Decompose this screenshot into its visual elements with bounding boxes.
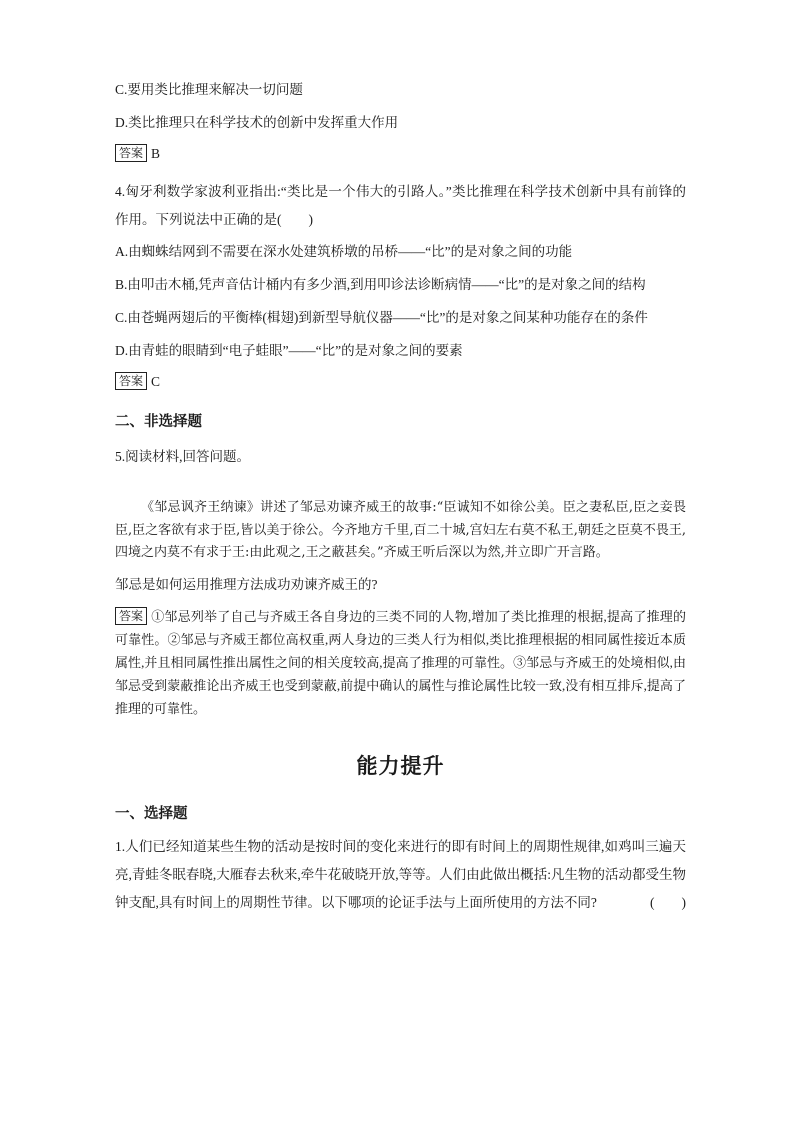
section-title-choice: 一、选择题 [115,805,188,822]
q3-answer-line [115,142,686,166]
q5-question: 邹忌是如何运用推理方法成功劝谏齐威王的? [115,576,378,592]
q4-answer-label-box: 答案 [115,372,147,390]
q3-option-c: C.要用类比推理来解决一切问题 [115,82,303,97]
q4-option-d: D.由青蛙的眼睛到“电子蛙眼”——“比”的是对象之间的要素 [115,343,463,358]
q5-stem: 5.阅读材料,回答问题。 [115,449,250,464]
q4-option-a: A.由蜘蛛结网到不需要在深水处建筑桥墩的吊桥——“比”的是对象之间的功能 [115,244,573,259]
q4-stem: 4.匈牙利数学家波利亚指出:“类比是一个伟大的引路人。”类比推理在科学技术创新中具有前锋的作用。下列说法中正确的是( ) [115,184,686,227]
q3-answer-value: B [151,146,161,161]
ability-heading: 能力提升 [356,754,445,778]
q4-option-b: B.由叩击木桶,凭声音估计桶内有多少酒,到用叩诊法诊断病情——“比”的是对象之间的结构 [115,277,646,292]
q1-stem [115,833,686,917]
q3-option-d: D.类比推理只在科学技术的创新中发挥重大作用 [115,115,399,130]
q1-stem-text: 1.人们已经知道某些生物的活动是按时间的变化来进行的即有时间上的周期性规律,如鸡叫三遍天亮,青蛙冬眠春晓,大雁春去秋来,牵牛花破晓开放,等等。人们由此做出概括:凡生物的活动都受生物钟支配,具有时间上的周期性节律。以下哪项的论证手法与上面所使用的方法不同? [115,838,686,910]
section-title-non-choice: 二、非选择题 [115,414,202,430]
q3-answer-label-box: 答案 [115,144,147,162]
q4-answer-line [115,370,686,394]
q5-answer-para [115,605,686,720]
q5-answer-text: ①邹忌列举了自己与齐威王各自身边的三类不同的人物,增加了类比推理的根据,提高了推理的可靠性。②邹忌与齐威王都位高权重,两人身边的三类人行为相似,类比推理根据的相同属性接近本质属性,并且相同属性推出属性之间的相关度较高,提高了推理的可靠性。③邹忌与齐威王的处境相似,由邹忌受到蒙蔽推论出齐威王也受到蒙蔽,前提中确认的属性与推论属性比较一致,没有相互排斥,提高了推理的可靠性。 [115,608,686,716]
q4-option-c: C.由苍蝇两翅后的平衡棒(楫翅)到新型导航仪器——“比”的是对象之间某种功能存在的条件 [115,310,648,325]
q1-answer-bracket: ( ) [650,894,686,910]
q5-material: 《邹忌讽齐王纳谏》讲述了邹忌劝谏齐威王的故事:“臣诚知不如徐公美。臣之妻私臣,臣之妾畏臣,臣之客欲有求于臣,皆以美于徐公。今齐地方千里,百二十城,宫妇左右莫不私王,朝廷之臣莫不畏王,四境之内莫不有求于王:由此观之,王之蔽甚矣。”齐威王听后深以为然,并立即广开言路。 [115,500,686,560]
q4-answer-value: C [151,374,161,389]
q5-answer-label-box: 答案 [115,607,147,625]
